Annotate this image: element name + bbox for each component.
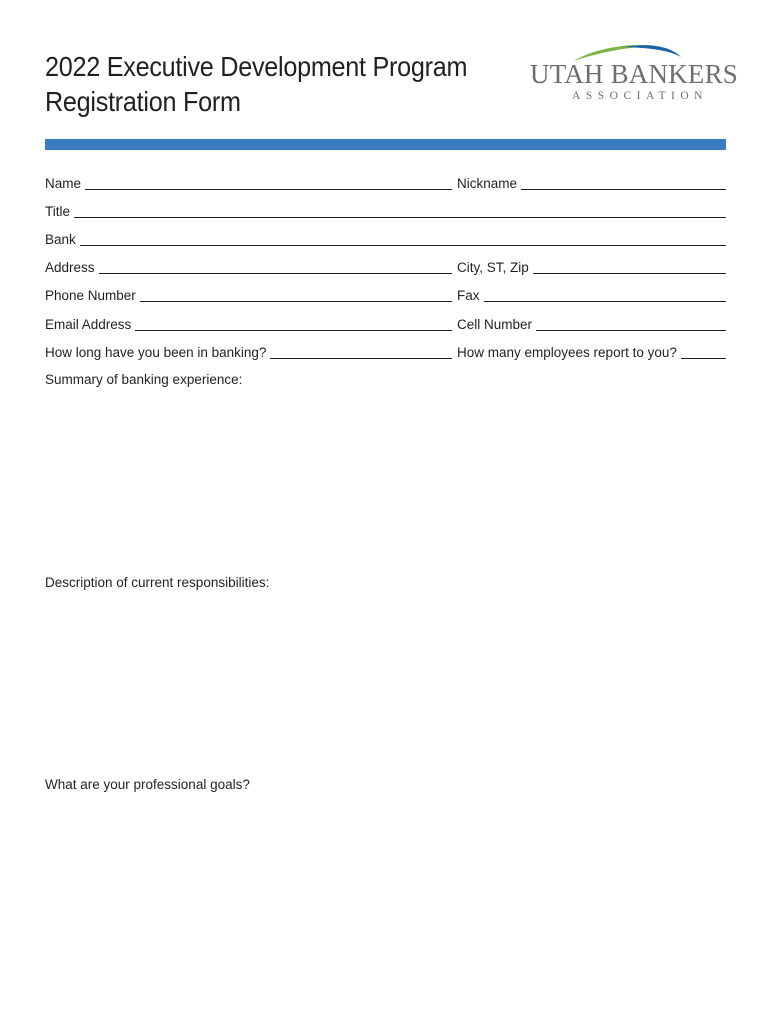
nickname-input-line[interactable]	[521, 173, 726, 190]
goals-label: What are your professional goals?	[45, 777, 250, 792]
email-field[interactable]	[45, 313, 452, 333]
logo-name: UTAH BANKERS	[530, 59, 738, 89]
banking-years-label: How long have you been in banking?	[45, 345, 267, 360]
form-row-address	[45, 256, 726, 276]
bank-field[interactable]	[45, 228, 726, 248]
employees-label: How many employees report to you?	[457, 345, 677, 360]
form-title	[45, 49, 467, 119]
title-input-line[interactable]	[74, 201, 726, 218]
header-divider-bar	[45, 139, 726, 150]
email-input-line[interactable]	[135, 314, 452, 331]
logo-subtitle: ASSOCIATION	[572, 90, 708, 102]
bank-label: Bank	[45, 232, 76, 247]
city-input-line[interactable]	[533, 257, 726, 274]
city-field[interactable]	[457, 256, 726, 276]
cell-input-line[interactable]	[536, 314, 726, 331]
fax-input-line[interactable]	[484, 285, 726, 302]
nickname-label: Nickname	[457, 176, 518, 191]
name-label: Name	[45, 176, 82, 191]
fax-label: Fax	[457, 288, 480, 303]
cell-field[interactable]	[457, 313, 726, 333]
summary-label: Summary of banking experience:	[45, 372, 243, 387]
nickname-field[interactable]	[457, 172, 726, 192]
phone-label: Phone Number	[45, 288, 136, 303]
responsibilities-label: Description of current responsibilities:	[45, 575, 270, 590]
form-row-title	[45, 200, 726, 220]
phone-input-line[interactable]	[140, 285, 452, 302]
banking-years-input-line[interactable]	[270, 342, 452, 359]
name-field[interactable]	[45, 172, 452, 192]
form-row-bank	[45, 228, 726, 248]
title-label: Title	[45, 204, 71, 219]
address-field[interactable]	[45, 256, 452, 276]
title-line-1: 2022 Executive Development Program	[45, 51, 468, 82]
cell-label: Cell Number	[457, 317, 533, 332]
fax-field[interactable]	[457, 284, 726, 304]
title-line-2: Registration Form	[45, 86, 241, 117]
utah-bankers-logo	[528, 40, 738, 106]
responsibilities-response-area[interactable]	[45, 595, 726, 765]
bank-input-line[interactable]	[80, 229, 726, 246]
employees-input-line[interactable]	[681, 342, 726, 359]
phone-field[interactable]	[45, 284, 452, 304]
banking-years-field[interactable]	[45, 341, 452, 361]
form-row-name	[45, 172, 726, 192]
form-row-experience	[45, 341, 726, 361]
goals-response-area[interactable]	[45, 797, 726, 997]
form-row-phone	[45, 284, 726, 304]
city-label: City, ST, Zip	[457, 260, 529, 275]
address-input-line[interactable]	[99, 257, 452, 274]
title-field[interactable]	[45, 200, 726, 220]
summary-response-area[interactable]	[45, 392, 726, 562]
form-row-email	[45, 313, 726, 333]
address-label: Address	[45, 260, 95, 275]
name-input-line[interactable]	[85, 173, 452, 190]
email-label: Email Address	[45, 317, 132, 332]
employees-field[interactable]	[457, 341, 726, 361]
